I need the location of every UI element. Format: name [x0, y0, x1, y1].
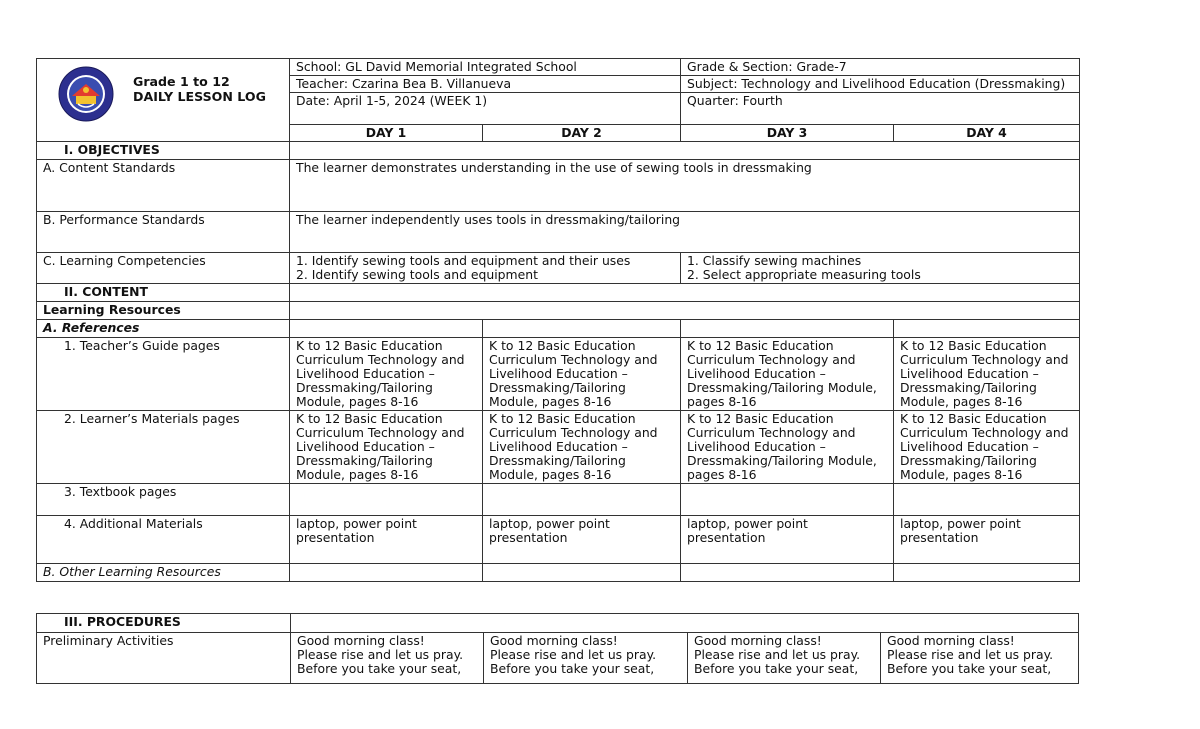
- preliminary-line: Please rise and let us pray.: [694, 647, 861, 662]
- procedures-heading: III. PROCEDURES: [37, 614, 291, 633]
- teachers-guide-day-2: K to 12 Basic Education Curriculum Technology and Livelihood Education – Dressmaking/Tailoring Module, pages 8-16: [483, 338, 681, 411]
- day-3-header: DAY 3: [681, 125, 894, 142]
- day-2-header: DAY 2: [483, 125, 681, 142]
- learning-resources-blank: [290, 302, 1080, 320]
- preliminary-line: Good morning class!: [297, 633, 425, 648]
- quarter-cell: Quarter: Fourth: [681, 93, 1080, 125]
- competency-item: 1. Identify sewing tools and equipment and their uses: [296, 253, 631, 268]
- preliminary-line: Please rise and let us pray.: [887, 647, 1054, 662]
- title-line-2: DAILY LESSON LOG: [133, 89, 266, 104]
- competencies-days-3-4: [681, 253, 1080, 284]
- preliminary-line: Good morning class!: [887, 633, 1015, 648]
- preliminary-line: Good morning class!: [490, 633, 618, 648]
- grade-section-cell: Grade & Section: Grade-7: [681, 59, 1080, 76]
- preliminary-day-4: [881, 633, 1079, 684]
- preliminary-line: Before you take your seat,: [887, 661, 1052, 676]
- textbook-day-4: [894, 484, 1080, 516]
- additional-materials-label: 4. Additional Materials: [37, 516, 290, 564]
- preliminary-line: Good morning class!: [694, 633, 822, 648]
- competencies-label: C. Learning Competencies: [37, 253, 290, 284]
- content-standards-text: The learner demonstrates understanding in the use of sewing tools in dressmaking: [290, 160, 1080, 212]
- preliminary-day-3: [688, 633, 881, 684]
- other-resources-day-2: [483, 564, 681, 582]
- preliminary-line: Please rise and let us pray.: [297, 647, 464, 662]
- ref-blank-3: [681, 320, 894, 338]
- other-resources-day-3: [681, 564, 894, 582]
- additional-materials-day-4: laptop, power point presentation: [894, 516, 1080, 564]
- ref-blank-2: [483, 320, 681, 338]
- textbook-day-3: [681, 484, 894, 516]
- learners-materials-day-1: K to 12 Basic Education Curriculum Technology and Livelihood Education – Dressmaking/Tailoring Module, pages 8-16: [290, 411, 483, 484]
- content-standards-label: A. Content Standards: [37, 160, 290, 212]
- other-resources-label: B. Other Learning Resources: [37, 564, 290, 582]
- learning-resources-heading: Learning Resources: [37, 302, 290, 320]
- header-logo-cell: [37, 59, 290, 142]
- competency-item: 2. Select appropriate measuring tools: [687, 267, 921, 282]
- additional-materials-day-3: laptop, power point presentation: [681, 516, 894, 564]
- competency-item: 1. Classify sewing machines: [687, 253, 862, 268]
- preliminary-activities-label: Preliminary Activities: [37, 633, 291, 684]
- preliminary-day-2: [484, 633, 688, 684]
- teachers-guide-day-3: K to 12 Basic Education Curriculum Technology and Livelihood Education – Dressmaking/Tailoring Module, pages 8-16: [681, 338, 894, 411]
- other-resources-day-4: [894, 564, 1080, 582]
- preliminary-line: Before you take your seat,: [694, 661, 859, 676]
- preliminary-day-1: [291, 633, 484, 684]
- teachers-guide-day-4: K to 12 Basic Education Curriculum Technology and Livelihood Education – Dressmaking/Tailoring Module, pages 8-16: [894, 338, 1080, 411]
- title-line-1: Grade 1 to 12: [133, 74, 230, 89]
- ref-blank-4: [894, 320, 1080, 338]
- preliminary-line: Please rise and let us pray.: [490, 647, 657, 662]
- additional-materials-day-2: laptop, power point presentation: [483, 516, 681, 564]
- learners-materials-day-3: K to 12 Basic Education Curriculum Technology and Livelihood Education – Dressmaking/Tailoring Module, pages 8-16: [681, 411, 894, 484]
- ref-blank-1: [290, 320, 483, 338]
- performance-standards-label: B. Performance Standards: [37, 212, 290, 253]
- learners-materials-day-4: K to 12 Basic Education Curriculum Technology and Livelihood Education – Dressmaking/Tailoring Module, pages 8-16: [894, 411, 1080, 484]
- subject-cell: Subject: Technology and Livelihood Education (Dressmaking): [681, 76, 1080, 93]
- preliminary-line: Before you take your seat,: [297, 661, 462, 676]
- textbook-day-1: [290, 484, 483, 516]
- procedures-table: [36, 613, 1079, 684]
- teachers-guide-label: 1. Teacher’s Guide pages: [37, 338, 290, 411]
- school-cell: School: GL David Memorial Integrated School: [290, 59, 681, 76]
- teacher-cell: Teacher: Czarina Bea B. Villanueva: [290, 76, 681, 93]
- objectives-heading: I. OBJECTIVES: [37, 142, 290, 160]
- content-heading: II. CONTENT: [37, 284, 290, 302]
- objectives-heading-blank: [290, 142, 1080, 160]
- additional-materials-day-1: laptop, power point presentation: [290, 516, 483, 564]
- performance-standards-text: The learner independently uses tools in dressmaking/tailoring: [290, 212, 1080, 253]
- references-heading: A. References: [37, 320, 290, 338]
- day-4-header: DAY 4: [894, 125, 1080, 142]
- textbook-label: 3. Textbook pages: [37, 484, 290, 516]
- lesson-log-table: [36, 58, 1080, 582]
- preliminary-line: Before you take your seat,: [490, 661, 655, 676]
- competency-item: 2. Identify sewing tools and equipment: [296, 267, 538, 282]
- date-cell: Date: April 1-5, 2024 (WEEK 1): [290, 93, 681, 125]
- day-1-header: DAY 1: [290, 125, 483, 142]
- learners-materials-day-2: K to 12 Basic Education Curriculum Technology and Livelihood Education – Dressmaking/Tailoring Module, pages 8-16: [483, 411, 681, 484]
- competencies-days-1-2: [290, 253, 681, 284]
- textbook-day-2: [483, 484, 681, 516]
- content-heading-blank: [290, 284, 1080, 302]
- teachers-guide-day-1: K to 12 Basic Education Curriculum Technology and Livelihood Education – Dressmaking/Tailoring Module, pages 8-16: [290, 338, 483, 411]
- learners-materials-label: 2. Learner’s Materials pages: [37, 411, 290, 484]
- procedures-heading-blank: [291, 614, 1079, 633]
- other-resources-day-1: [290, 564, 483, 582]
